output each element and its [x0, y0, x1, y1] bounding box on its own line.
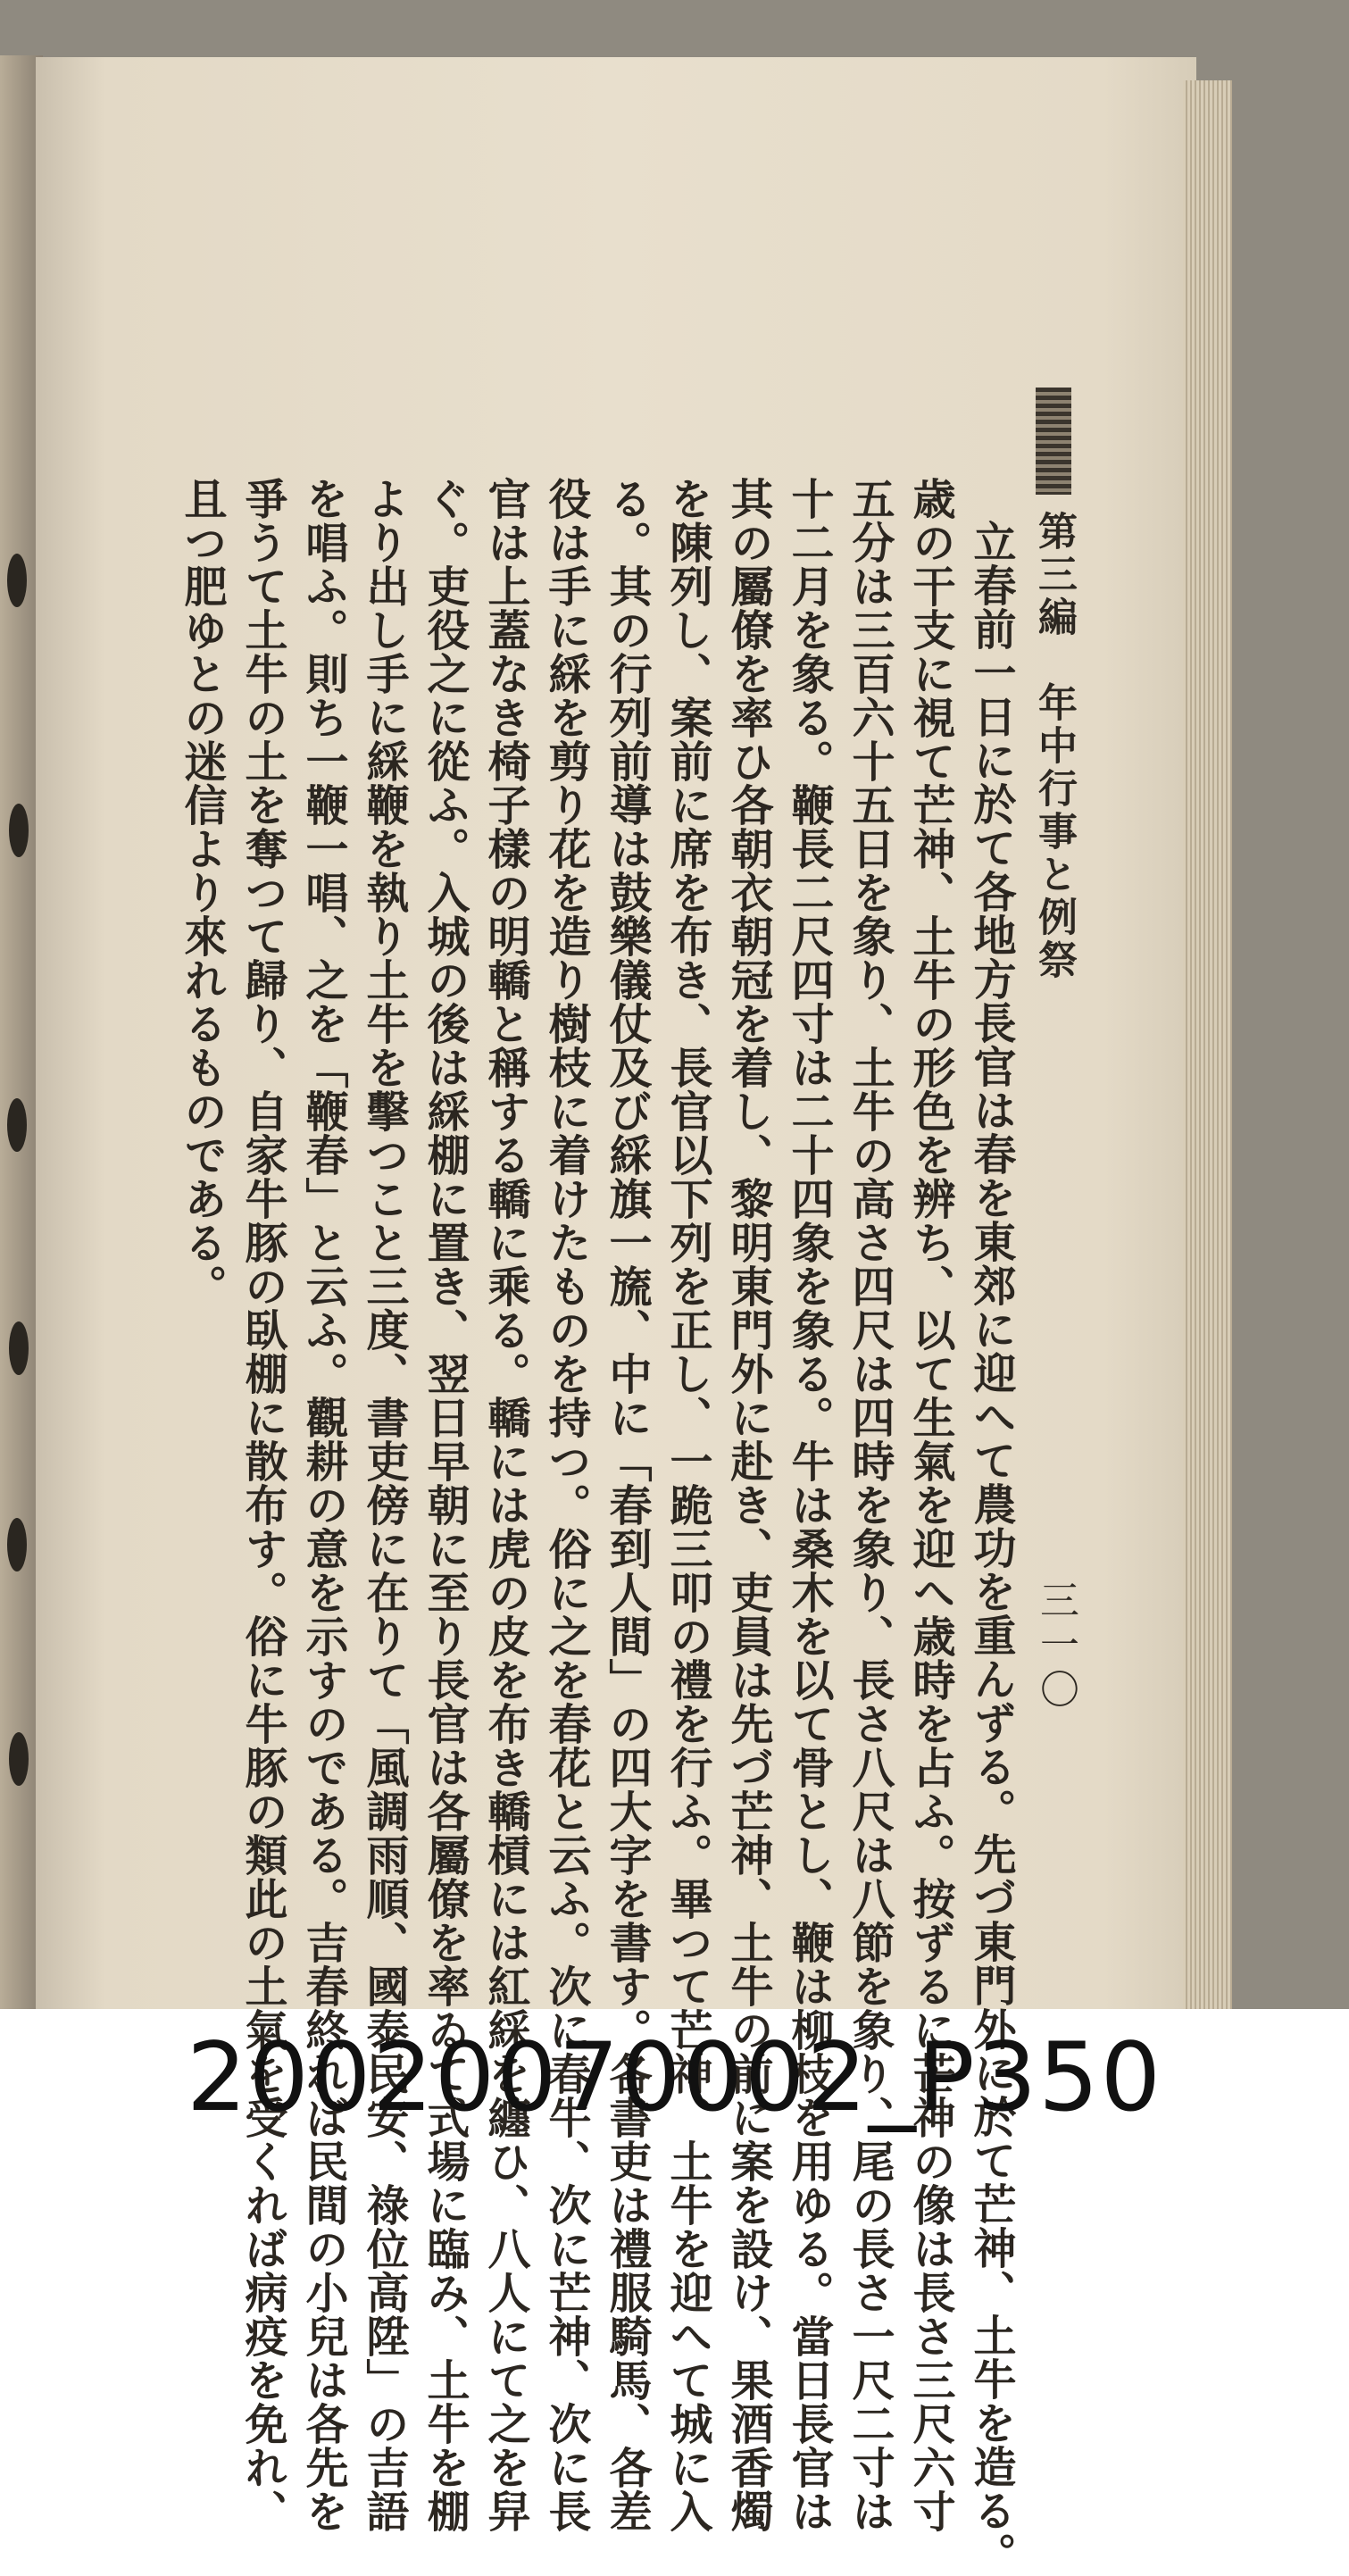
binding-mark [9, 1732, 29, 1786]
text-column: る。其の行列前導は鼓樂儀仗及び綵旗一旒、中に「春到人間」の四大字を書す。各書吏は禮服騎馬、各差 [602, 477, 652, 2533]
binding-mark [9, 1321, 29, 1375]
binding-mark [9, 804, 29, 857]
text-column: 役は手に綵を剪り花を造り樹枝に着けたものを持つ。俗に之を春花と云ふ。次に春牛、次に芒神、次に長 [541, 477, 591, 2533]
text-column: ぐ。吏役之に從ふ。入城の後は綵棚に置き、翌日早朝に至り長官は各屬僚を率ゐて式場に臨み、土牛を棚 [420, 477, 470, 2533]
running-header [1025, 388, 1082, 982]
text-column: を陳列し、案前に席を布き、長官以下列を正し、一跪三叩の禮を行ふ。畢つて芒神、土牛を迎へて城に入 [662, 477, 712, 2533]
image-identifier-label: 20020070002_P350 [186, 2022, 1163, 2132]
running-header-text: 第三編 年中行事と例祭 [1031, 511, 1077, 982]
text-column: 爭うて土牛の土を奪つて歸り、自家牛豚の臥棚に散布す。俗に牛豚の類此の土氣を受くれば病疫を免れ、 [237, 477, 287, 2533]
text-column: 官は上蓋なき椅子樣の明轎と稱する轎に乘る。轎には虎の皮を布き轎槓には紅綵を纏ひ、八人にて之を舁 [480, 477, 530, 2533]
text-column: 十二月を象る。鞭長二尺四寸は二十四象を象る。牛は桑木を以て骨とし、鞭は柳枝を用ゆる。當日長官は [784, 477, 834, 2533]
text-column: 且つ肥ゆとの迷信より來れるものである。 [177, 477, 227, 1308]
text-column: を唱ふ。則ち一鞭一唱、之を「鞭春」と云ふ。觀耕の意を示すのである。吉春終れば民間の小兒は各先を [298, 477, 348, 2533]
text-column: 五分は三百六十五日を象り、土牛の高さ四尺は四時を象り、長さ八尺は八節を象り、尾の長さ一尺二寸は [845, 477, 895, 2533]
text-column: 其の屬僚を率ひ各朝衣朝冠を着し、黎明東門外に赴き、吏員は先づ芒神、土牛の前に案を設け、果酒香燭 [723, 477, 773, 2533]
binding-mark [7, 1518, 27, 1571]
page-number: 三一〇 [1033, 1580, 1078, 1713]
binding-mark [7, 554, 27, 607]
text-column: 立春前一日に於て各地方長官は春を東郊に迎へて農功を重んずる。先づ東門外に於て芒神、土牛を造る。 [966, 520, 1016, 2576]
text-column: 歳の干支に視て芒神、土牛の形色を辨ち、以て生氣を迎へ歳時を占ふ。按ずるに芒神の像は長さ三尺六寸 [905, 477, 955, 2533]
page-edges [1183, 80, 1232, 2009]
binding-mark [7, 1098, 27, 1152]
text-column: より出し手に綵鞭を執り土牛を擊つこと三度、書吏傍に在りて「風調雨順、國泰民安、祿位高陞」の吉語 [359, 477, 409, 2533]
header-ornament [1036, 388, 1071, 495]
